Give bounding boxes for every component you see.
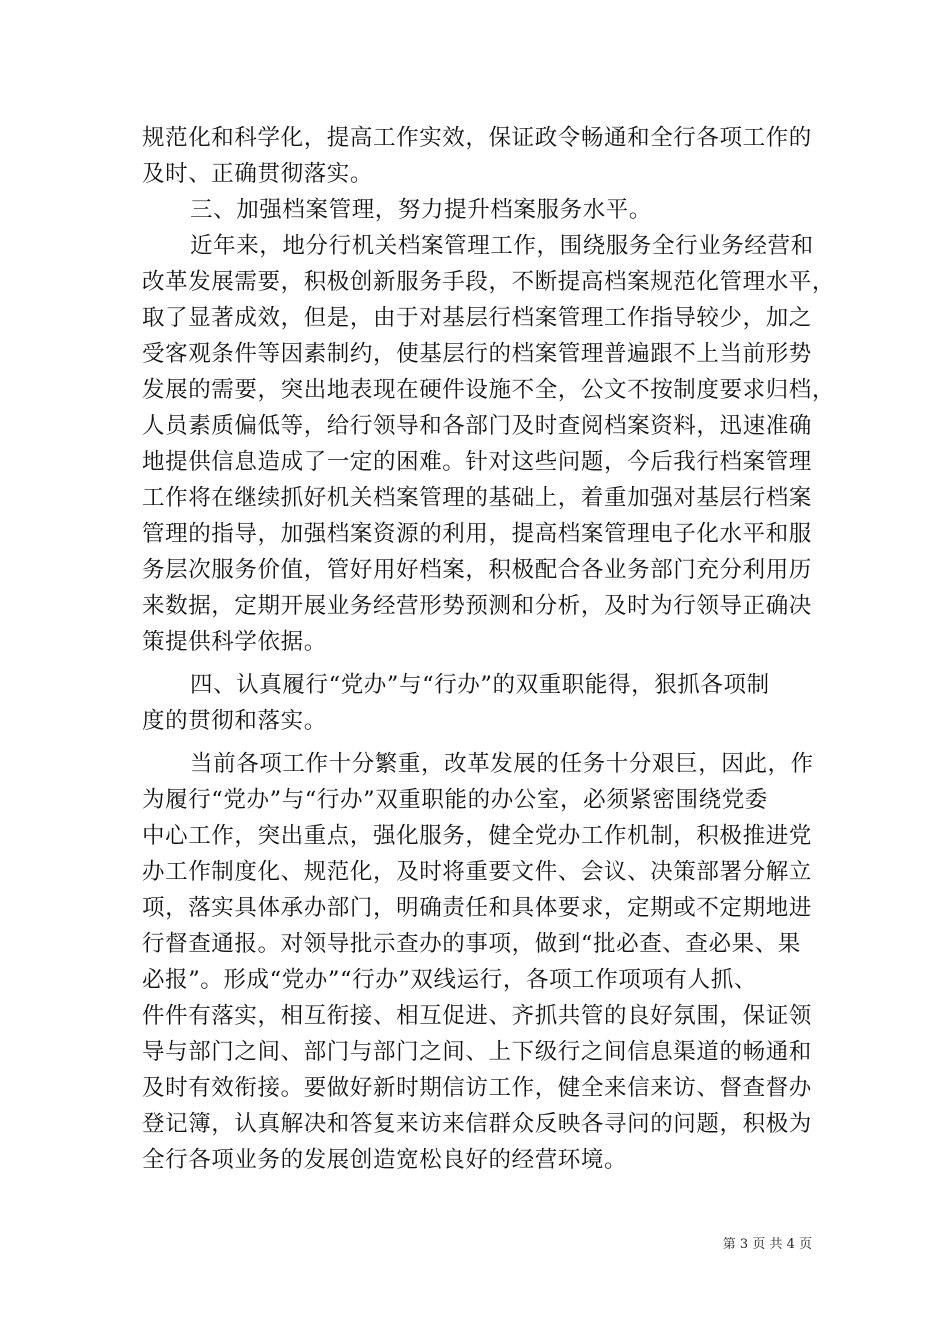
section-heading-three: 三、加强档案管理，努力提升档案服务水平。: [190, 197, 653, 223]
text-line: 人员素质偏低等，给行领导和各部门及时查阅档案资料，迅速准确: [142, 413, 812, 439]
text-line: 中心工作，突出重点，强化服务，健全党办工作机制，积极推进党: [142, 823, 812, 849]
text-line: 全行各项业务的发展创造宽松良好的经营环境。: [142, 1147, 628, 1173]
text-line: 受客观条件等因素制约，使基层行的档案管理普遍跟不上当前形势: [142, 341, 812, 367]
text-line: 策提供科学依据。: [142, 629, 327, 655]
text-line: 办工作制度化、规范化，及时将重要文件、会议、决策部署分解立: [142, 859, 812, 885]
text-line: 地提供信息造成了一定的困难。针对这些问题，今后我行档案管理: [142, 449, 812, 475]
text-line: 为履行“党办”与“行办”双重职能的办公室，必须紧密围绕党委: [142, 787, 768, 813]
text-line: 及时有效衔接。要做好新时期信访工作，健全来信来访、督查督办: [142, 1075, 812, 1101]
text-line: 工作将在继续抓好机关档案管理的基础上，着重加强对基层行档案: [142, 485, 812, 511]
text-line: 必报”。形成“党办”“行办”双线运行，各项工作项项有人抓、: [142, 967, 757, 993]
page-number: 第 3 页 共 4 页: [722, 1237, 812, 1252]
text-line: 规范化和科学化，提高工作实效，保证政令畅通和全行各项工作的: [142, 125, 812, 151]
text-line: 项，落实具体承办部门，明确责任和具体要求，定期或不定期地进: [142, 895, 812, 921]
text-line: 行督查通报。对领导批示查办的事项，做到“批必查、查必果、果: [142, 931, 801, 957]
text-line: 度的贯彻和落实。: [142, 708, 327, 734]
section-heading-four: 四、认真履行“党办”与“行办”的双重职能得，狠抓各项制: [190, 672, 770, 698]
text-line: 发展的需要，突出地表现在硬件设施不全，公文不按制度要求归档，: [142, 377, 836, 403]
text-line: 近年来，地分行机关档案管理工作，围绕服务全行业务经营和: [190, 233, 814, 259]
text-line: 导与部门之间、部门与部门之间、上下级行之间信息渠道的畅通和: [142, 1039, 812, 1065]
text-line: 来数据，定期开展业务经营形势预测和分析，及时为行领导正确决: [142, 593, 812, 619]
text-line: 务层次服务价值，管好用好档案，积极配合各业务部门充分利用历: [142, 557, 812, 583]
text-line: 登记簿，认真解决和答复来访来信群众反映各寻问的问题，积极为: [142, 1111, 812, 1137]
text-line: 及时、正确贯彻落实。: [142, 161, 374, 187]
text-line: 改革发展需要，积极创新服务手段，不断提高档案规范化管理水平，: [142, 269, 836, 295]
text-line: 件件有落实，相互衔接、相互促进、齐抓共管的良好氛围，保证领: [142, 1003, 812, 1029]
text-line: 当前各项工作十分繁重，改革发展的任务十分艰巨，因此，作: [190, 751, 814, 777]
text-line: 管理的指导，加强档案资源的利用，提高档案管理电子化水平和服: [142, 521, 812, 547]
text-line: 取了显著成效，但是，由于对基层行档案管理工作指导较少，加之: [142, 305, 812, 331]
